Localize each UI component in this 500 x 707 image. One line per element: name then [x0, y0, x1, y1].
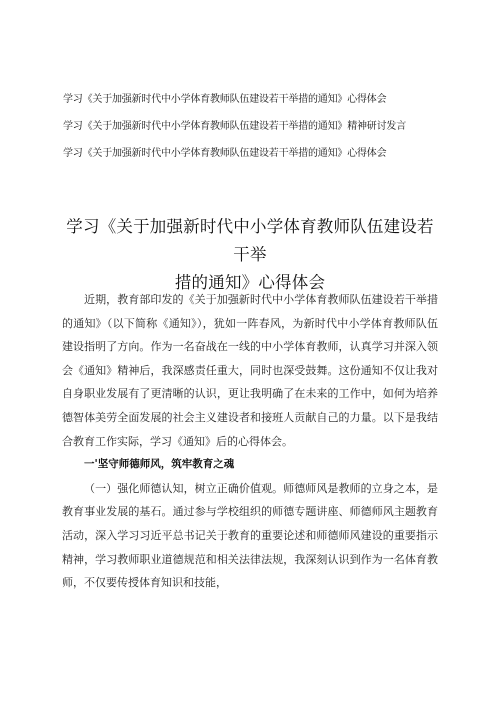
toc-item-3[interactable]: 学习《关于加强新时代中小学体育教师队伍建设若干举措的通知》心得体会 [63, 148, 387, 159]
toc-item-1[interactable]: 学习《关于加强新时代中小学体育教师队伍建设若干举措的通知》心得体会 [63, 94, 387, 105]
document-body [62, 288, 438, 595]
body-paragraph-intro: 近期，教育部印发的《关于加强新时代中小学体育教师队伍建设若干举措的通知》（以下简称《通知》），犹如一阵春风，为新时代中小学体育教师队伍建设指明了方向。作为一名奋战在一线的中小学体育教师，认真学习并深入领会《通知》精神后，我深感责任重大，同时也深受鼓舞。这份通知不仅让我对自身职业发展有了更清晰的认识，更让我明确了在未来的工作中，如何为培养德智体美劳全面发展的社会主义建设者和接班人贡献自己的力量。以下是我结合教育工作实际，学习《通知》后的心得体会。 [62, 293, 438, 448]
document-title-line-1: 学习《关于加强新时代中小学体育教师队伍建设若干举 [66, 217, 434, 264]
table-of-contents [63, 93, 463, 174]
document-title [60, 213, 440, 297]
document-title-line-2: 措的通知》心得体会 [174, 273, 326, 292]
toc-item-2[interactable]: 学习《关于加强新时代中小学体育教师队伍建设若干举措的通知》精神研讨发言 [63, 121, 406, 132]
body-paragraph-section-1: （一）强化师德认知，树立正确价值观。师德师风是教师的立身之本，是教育事业发展的基石。通过参与学校组织的师德专题讲座、师德师风主题教育活动，深入学习习近平总书记关于教育的重要论述和师德师风建设的重要指示精神，学习教师职业道德规范和相关法律法规，我深刻认识到作为一名体育教师，不仅要传授体育知识和技能， [62, 481, 438, 590]
section-heading-1: 一'坚守师德师风，筑牢教育之魂 [84, 458, 235, 471]
